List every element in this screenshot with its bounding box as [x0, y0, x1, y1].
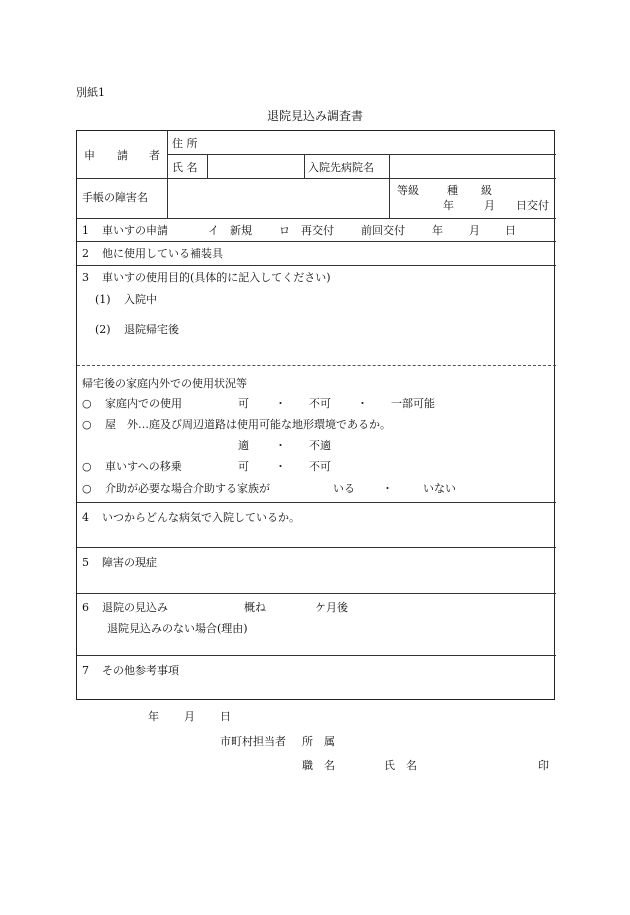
s2-number: 2	[82, 247, 89, 260]
hospital-field[interactable]	[390, 155, 554, 177]
circle-bullet-1: ○	[82, 397, 92, 410]
document-title: 退院見込み調査書	[267, 109, 364, 123]
s1-year: 年	[432, 224, 443, 237]
affiliation-label: 所 属	[302, 735, 335, 748]
address-field[interactable]	[208, 132, 554, 153]
s3-item-2-number: (2)	[95, 323, 111, 336]
s3-item-1-text: 入院中	[124, 293, 157, 306]
transfer-impossible[interactable]: 不可	[309, 460, 331, 473]
applicant-char-1: 申	[84, 149, 95, 162]
s1-month: 月	[469, 224, 480, 237]
s2-label: 他に使用している補装具	[102, 247, 223, 260]
home-usage-dot-2: ・	[357, 397, 368, 410]
transfer-possible[interactable]: 可	[238, 460, 249, 473]
s6-number: 6	[82, 601, 89, 614]
seal-mark: 印	[538, 759, 549, 772]
home-usage-title: 帰宅後の家庭内外での使用状況等	[82, 377, 247, 390]
caregiver-label: 介助が必要な場合介助する家族が	[105, 482, 270, 495]
home-usage-label: 家庭内での使用	[105, 397, 182, 410]
circle-bullet-2: ○	[82, 418, 92, 431]
grade-kind: 種	[447, 184, 458, 197]
s7-number: 7	[82, 664, 89, 677]
caregiver-dot: ・	[382, 482, 393, 495]
name-field[interactable]	[208, 155, 303, 177]
hospital-label: 入院先病院名	[308, 161, 374, 174]
s1-option-b-text[interactable]: 再交付	[301, 224, 334, 237]
home-usage-partial[interactable]: 一部可能	[391, 397, 435, 410]
s3-item-2-text: 退院帰宅後	[124, 323, 179, 336]
handbook-field[interactable]	[168, 179, 388, 217]
transfer-label: 車いすへの移乗	[105, 460, 182, 473]
s1-previous-issue: 前回交付	[361, 224, 405, 237]
s6-approx: 概ね	[244, 601, 266, 614]
s6-label: 退院の見込み	[102, 601, 168, 614]
s6-no-prospect-reason: 退院見込みのない場合(理由)	[107, 622, 248, 635]
caregiver-present[interactable]: いる	[333, 482, 355, 495]
s6-months-later: ケ月後	[315, 601, 348, 614]
issue-month: 月	[484, 199, 495, 212]
home-usage-possible[interactable]: 可	[238, 397, 249, 410]
signer-name-label: 氏 名	[384, 759, 417, 772]
outdoor-label: 屋 外…庭及び周辺道路は使用可能な地形環境であるか。	[105, 418, 391, 431]
applicant-char-3: 者	[149, 149, 160, 162]
footer-year: 年	[148, 710, 159, 723]
outdoor-suitable[interactable]: 適	[238, 439, 249, 452]
s1-label: 車いすの申請	[102, 224, 168, 237]
transfer-dot: ・	[275, 460, 286, 473]
handbook-label: 手帳の障害名	[82, 191, 148, 204]
s1-option-a[interactable]: イ	[208, 224, 219, 237]
survey-form	[76, 130, 555, 700]
s5-label: 障害の現症	[102, 556, 157, 569]
home-usage-impossible[interactable]: 不可	[309, 397, 331, 410]
s4-label: いつからどんな病気で入院しているか。	[102, 511, 300, 524]
s1-number: 1	[82, 224, 89, 237]
issue-day: 日交付	[516, 199, 549, 212]
s3-label: 車いすの使用目的(具体的に記入してください)	[102, 271, 331, 284]
home-usage-dot-1: ・	[275, 397, 286, 410]
s3-number: 3	[82, 271, 89, 284]
s3-item-1-number: (1)	[95, 293, 111, 306]
outdoor-unsuitable[interactable]: 不適	[309, 439, 331, 452]
s1-option-a-text[interactable]: 新規	[230, 224, 252, 237]
municipal-official-label: 市町村担当者	[220, 735, 286, 748]
name-label: 氏 名	[172, 161, 198, 174]
grade-label: 等級	[397, 184, 419, 197]
circle-bullet-3: ○	[82, 460, 92, 473]
caregiver-absent[interactable]: いない	[423, 482, 456, 495]
s4-number: 4	[82, 511, 89, 524]
applicant-char-2: 請	[117, 149, 128, 162]
issue-year: 年	[443, 199, 454, 212]
job-title-label: 職 名	[302, 759, 335, 772]
footer-day: 日	[220, 710, 231, 723]
s7-label: その他参考事項	[102, 664, 179, 677]
address-label: 住 所	[172, 137, 198, 150]
s1-day: 日	[505, 224, 516, 237]
outdoor-dot: ・	[275, 439, 286, 452]
s5-number: 5	[82, 556, 89, 569]
s1-option-b[interactable]: ロ	[279, 224, 290, 237]
attachment-label: 別紙1	[76, 86, 105, 99]
footer-month: 月	[184, 710, 195, 723]
grade-level: 級	[481, 184, 492, 197]
circle-bullet-4: ○	[82, 482, 92, 495]
